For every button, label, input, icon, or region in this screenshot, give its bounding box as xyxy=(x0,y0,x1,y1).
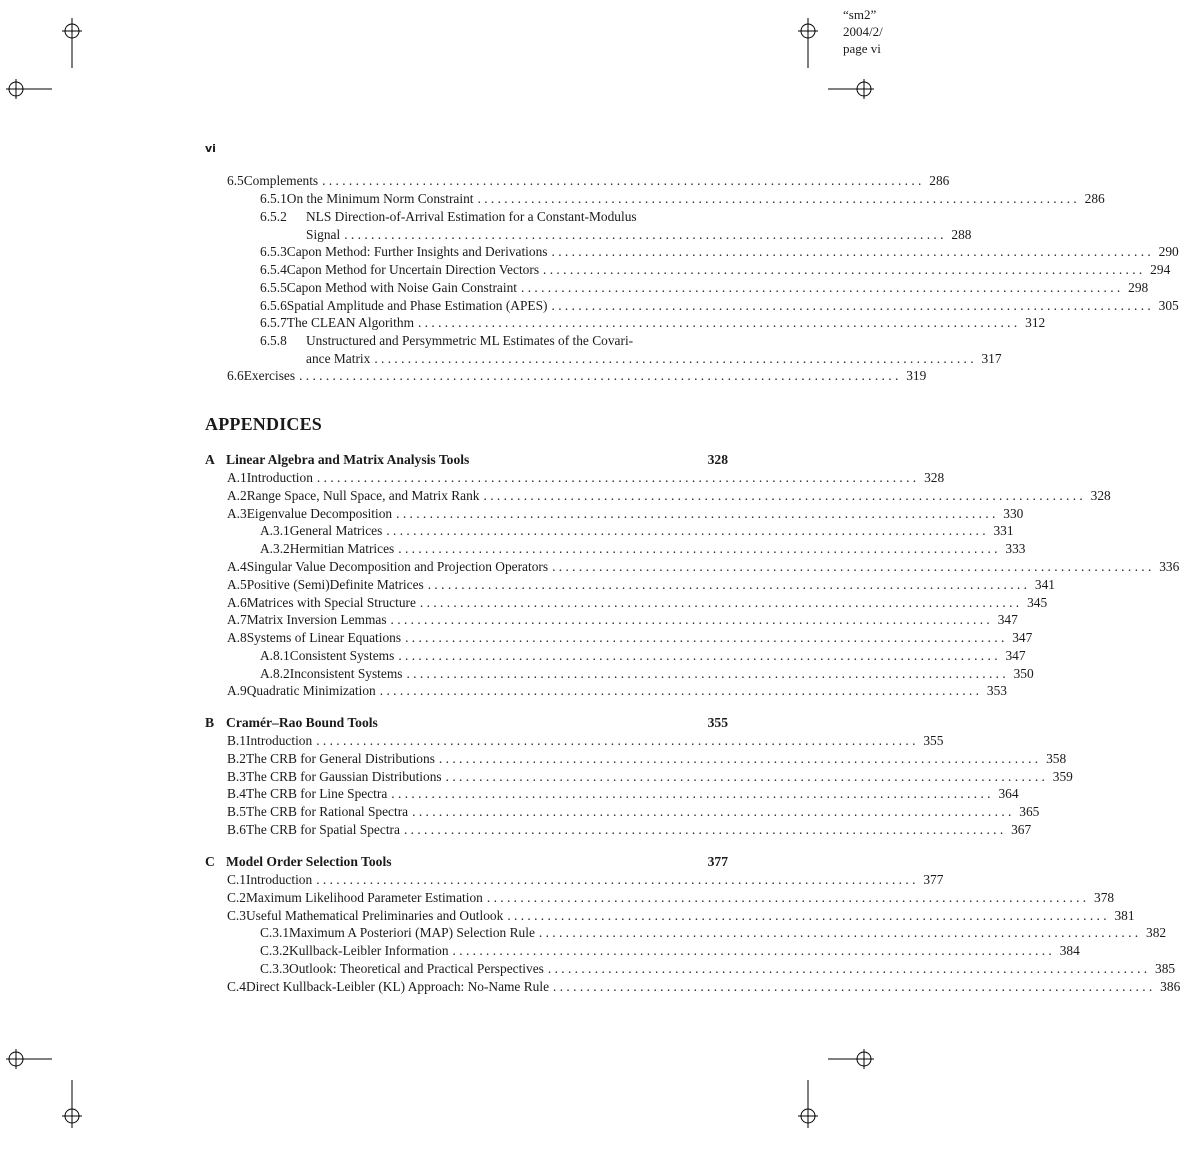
toc-entry[interactable] xyxy=(227,768,1073,785)
toc-entry-title: Hermitian Matrices xyxy=(289,541,395,556)
dot-leader: . . . . . . . . . . . . . . . . . . . . . . . . . . . . . . . . . . . . . . . . . . . . . . . . . . . . . . . . . . . . . . . . . . . . . . . . . . . . . . . . . . . . . . . . . . xyxy=(391,786,991,801)
toc-entry-page: 350 xyxy=(1013,666,1034,681)
toc-entry-title: Matrices with Special Structure xyxy=(246,595,416,610)
toc-entry-page: 345 xyxy=(1027,595,1048,610)
toc-entry-title: The CRB for Rational Spectra xyxy=(245,804,409,819)
toc-entry-title-continuation: ance Matrix xyxy=(306,351,371,366)
toc-entry[interactable] xyxy=(227,469,945,486)
toc-entry-title: Quadratic Minimization xyxy=(246,683,376,698)
appendix-c-heading[interactable] xyxy=(205,853,728,870)
toc-entry-page: 353 xyxy=(986,683,1007,698)
toc-entry-number: A.3.1 xyxy=(260,523,290,538)
dot-leader: . . . . . . . . . . . . . . . . . . . . . . . . . . . . . . . . . . . . . . . . . . . . . . . . . . . . . . . . . . . . . . . . . . . . . . . . . . . . . . . . . . . . . . . . . . xyxy=(379,683,979,698)
toc-entry-number: A.9 xyxy=(227,683,247,698)
toc-entry-number: 6.5 xyxy=(227,173,244,188)
toc-entry-page: 331 xyxy=(993,523,1014,538)
toc-entry[interactable] xyxy=(227,576,1055,593)
dot-leader: . . . . . . . . . . . . . . . . . . . . . . . . . . . . . . . . . . . . . . . . . . . . . . . . . . . . . . . . . . . . . . . . . . . . . . . . . . . . . . . . . . . . . . . . . . xyxy=(299,368,899,383)
toc-entry[interactable] xyxy=(227,785,1019,802)
toc-entry-title: Range Space, Null Space, and Matrix Rank xyxy=(246,488,480,503)
dot-leader: . . . . . . . . . . . . . . . . . . . . . . . . . . . . . . . . . . . . . . . . . . . . . . . . . . . . . . . . . . . . . . . . . . . . . . . . . . . . . . . . . . . . . . . . . . xyxy=(417,315,1018,330)
dot-leader: . . . . . . . . . . . . . . . . . . . . . . . . . . . . . . . . . . . . . . . . . . . . . . . . . . . . . . . . . . . . . . . . . . . . . . . . . . . . . . . . . . . . . . . . . . xyxy=(427,577,1027,592)
toc-entry-continuation[interactable] xyxy=(306,350,1002,367)
toc-entry[interactable] xyxy=(260,208,728,225)
toc-entry-title: The CRB for General Distributions xyxy=(245,751,435,766)
toc-entry-number: 6.5.5 xyxy=(260,280,287,295)
appendix-page: 355 xyxy=(707,715,728,730)
toc-entry-page: 294 xyxy=(1150,262,1171,277)
toc-entry-title: Capon Method with Noise Gain Constraint xyxy=(286,280,518,295)
toc-entry[interactable] xyxy=(227,558,1180,575)
toc-entry-title: Capon Method for Uncertain Direction Vectors xyxy=(286,262,540,277)
toc-entry-page: 347 xyxy=(1005,648,1026,663)
toc-entry[interactable] xyxy=(260,942,1080,959)
toc-entry-number: A.1 xyxy=(227,470,247,485)
dot-leader: . . . . . . . . . . . . . . . . . . . . . . . . . . . . . . . . . . . . . . . . . . . . . . . . . . . . . . . . . . . . . . . . . . . . . . . . . . . . . . . . . . . . . . . . . . xyxy=(412,804,1012,819)
toc-entry[interactable] xyxy=(227,978,1180,995)
toc-entry-page: 382 xyxy=(1146,925,1167,940)
toc-entry[interactable] xyxy=(227,907,1135,924)
appendix-a-heading[interactable] xyxy=(205,451,728,468)
toc-entry[interactable] xyxy=(260,540,1026,557)
toc-entry-page: 347 xyxy=(1012,630,1033,645)
toc-entry[interactable] xyxy=(260,297,1179,314)
appendix-page: 377 xyxy=(707,854,728,869)
toc-entry-number: B.2 xyxy=(227,751,246,766)
toc-entry[interactable] xyxy=(227,871,944,888)
toc-entry-title: Positive (Semi)Definite Matrices xyxy=(246,577,424,592)
toc-entry[interactable] xyxy=(260,665,1034,682)
toc-entry-title: The CRB for Gaussian Distributions xyxy=(245,769,442,784)
toc-entry-number: A.8.2 xyxy=(260,666,290,681)
toc-entry-number: B.4 xyxy=(227,786,246,801)
toc-entry-page: 319 xyxy=(906,368,927,383)
appendix-title: Model Order Selection Tools xyxy=(226,854,392,869)
toc-entry-number: A.6 xyxy=(227,595,247,610)
toc-entry[interactable] xyxy=(260,960,1176,977)
dot-leader: . . . . . . . . . . . . . . . . . . . . . . . . . . . . . . . . . . . . . . . . . . . . . . . . . . . . . . . . . . . . . . . . . . . . . . . . . . . . . . . . . . . . . . . . . . xyxy=(521,280,1121,295)
appendix-b-heading[interactable] xyxy=(205,714,728,731)
toc-entry-title: Complements xyxy=(243,173,319,188)
toc-entry-title: Direct Kullback-Leibler (KL) Approach: No-Name Rule xyxy=(245,979,550,994)
dot-leader: . . . . . . . . . . . . . . . . . . . . . . . . . . . . . . . . . . . . . . . . . . . . . . . . . . . . . . . . . . . . . . . . . . . . . . . . . . . . . . . . . . . . . . . . . . xyxy=(386,523,986,538)
toc-entry-number: A.8 xyxy=(227,630,247,645)
toc-entry-continuation[interactable] xyxy=(306,226,972,243)
toc-entry-page: 336 xyxy=(1159,559,1180,574)
toc-entry[interactable] xyxy=(260,190,1105,207)
toc-entry-page: 386 xyxy=(1160,979,1180,994)
toc-entry-number: B.5 xyxy=(227,804,246,819)
dot-leader: . . . . . . . . . . . . . . . . . . . . . . . . . . . . . . . . . . . . . . . . . . . . . . . . . . . . . . . . . . . . . . . . . . . . . . . . . . . . . . . . . . . . . . . . . . xyxy=(396,506,996,521)
toc-entry-title: Introduction xyxy=(245,733,313,748)
toc-entry-number: C.1 xyxy=(227,872,246,887)
toc-entry-page: 328 xyxy=(1090,488,1111,503)
toc-entry-title: Introduction xyxy=(246,470,313,485)
toc-entry-number: B.3 xyxy=(227,769,246,784)
toc-entry[interactable] xyxy=(227,629,1033,646)
toc-entry-number: A.4 xyxy=(227,559,247,574)
dot-leader: . . . . . . . . . . . . . . . . . . . . . . . . . . . . . . . . . . . . . . . . . . . . . . . . . . . . . . . . . . . . . . . . . . . . . . . . . . . . . . . . . . . . . . . . . . xyxy=(438,751,1039,766)
toc-entry-title: Maximum A Posteriori (MAP) Selection Rule xyxy=(289,925,535,940)
toc-entry-page: 347 xyxy=(997,612,1018,627)
appendix-letter: C xyxy=(205,854,215,869)
toc-entry-page: 359 xyxy=(1052,769,1073,784)
toc-entry[interactable] xyxy=(227,889,1115,906)
dot-leader: . . . . . . . . . . . . . . . . . . . . . . . . . . . . . . . . . . . . . . . . . . . . . . . . . . . . . . . . . . . . . . . . . . . . . . . . . . . . . . . . . . . . . . . . . . xyxy=(419,595,1020,610)
toc-entry[interactable] xyxy=(260,647,1026,664)
toc-entry-page: 385 xyxy=(1155,961,1176,976)
dot-leader: . . . . . . . . . . . . . . . . . . . . . . . . . . . . . . . . . . . . . . . . . . . . . . . . . . . . . . . . . . . . . . . . . . . . . . . . . . . . . . . . . . . . . . . . . . xyxy=(543,262,1143,277)
toc-entry-number: C.3.2 xyxy=(260,943,290,958)
toc-entry-number: A.3 xyxy=(227,506,247,521)
toc-entry-title: The CRB for Line Spectra xyxy=(245,786,388,801)
toc-entry-title: Useful Mathematical Preliminaries and Outlook xyxy=(245,908,504,923)
page-folio: vi xyxy=(205,142,216,155)
toc-entry-title: Exercises xyxy=(243,368,296,383)
toc-entry-title: Systems of Linear Equations xyxy=(246,630,402,645)
toc-entry-number: C.4 xyxy=(227,979,246,994)
dot-leader: . . . . . . . . . . . . . . . . . . . . . . . . . . . . . . . . . . . . . . . . . . . . . . . . . . . . . . . . . . . . . . . . . . . . . . . . . . . . . . . . . . . . . . . . . . xyxy=(445,769,1045,784)
toc-entry[interactable] xyxy=(227,487,1111,504)
dot-leader: . . . . . . . . . . . . . . . . . . . . . . . . . . . . . . . . . . . . . . . . . . . . . . . . . . . . . . . . . . . . . . . . . . . . . . . . . . . . . . . . . . . . . . . . . . xyxy=(316,733,916,748)
toc-entry[interactable] xyxy=(227,732,944,749)
toc-entry-number: 6.5.6 xyxy=(260,298,287,313)
toc-entry-title: Kullback-Leibler Information xyxy=(289,943,449,958)
toc-entry-number: 6.5.4 xyxy=(260,262,287,277)
toc-entry-title: Consistent Systems xyxy=(289,648,395,663)
dot-leader: . . . . . . . . . . . . . . . . . . . . . . . . . . . . . . . . . . . . . . . . . . . . . . . . . . . . . . . . . . . . . . . . . . . . . . . . . . . . . . . . . . . . . . . . . . xyxy=(547,961,1148,976)
toc-entry[interactable] xyxy=(260,924,1167,941)
toc-entry-page: 333 xyxy=(1005,541,1026,556)
toc-entry-number: C.3.3 xyxy=(260,961,290,976)
dot-leader: . . . . . . . . . . . . . . . . . . . . . . . . . . . . . . . . . . . . . . . . . . . . . . . . . . . . . . . . . . . . . . . . . . . . . . . . . . . . . . . . . . . . . . . . . . xyxy=(483,488,1083,503)
toc-entry[interactable] xyxy=(227,367,927,384)
toc-entry-page: 330 xyxy=(1003,506,1024,521)
dot-leader: . . . . . . . . . . . . . . . . . . . . . . . . . . . . . . . . . . . . . . . . . . . . . . . . . . . . . . . . . . . . . . . . . . . . . . . . . . . . . . . . . . . . . . . . . . xyxy=(551,298,1151,313)
header-note: “sm2” 2004/2/ page vi xyxy=(843,7,883,56)
toc-entry-title: Spatial Amplitude and Phase Estimation (APES) xyxy=(286,298,548,313)
toc-entry[interactable] xyxy=(227,682,1007,699)
appendix-letter: A xyxy=(205,452,215,467)
toc-entry-title: The CRB for Spatial Spectra xyxy=(245,822,400,837)
toc-entry-page: 328 xyxy=(924,470,945,485)
dot-leader: . . . . . . . . . . . . . . . . . . . . . . . . . . . . . . . . . . . . . . . . . . . . . . . . . . . . . . . . . . . . . . . . . . . . . . . . . . . . . . . . . . . . . . . . . . xyxy=(507,908,1107,923)
toc-entry-page: 290 xyxy=(1158,244,1179,259)
toc-entry[interactable] xyxy=(227,803,1040,820)
toc-entry-number: A.2 xyxy=(227,488,247,503)
toc-entry[interactable] xyxy=(227,611,1018,628)
toc-entry-page: 377 xyxy=(923,872,944,887)
toc-entry-page: 355 xyxy=(923,733,944,748)
toc-entry-number: A.7 xyxy=(227,612,247,627)
toc-entry-title: Matrix Inversion Lemmas xyxy=(246,612,387,627)
toc-entry-title: Singular Value Decomposition and Projection Operators xyxy=(246,559,549,574)
toc-entry-title: On the Minimum Norm Constraint xyxy=(286,191,474,206)
toc-entry[interactable] xyxy=(260,243,1179,260)
dot-leader: . . . . . . . . . . . . . . . . . . . . . . . . . . . . . . . . . . . . . . . . . . . . . . . . . . . . . . . . . . . . . . . . . . . . . . . . . . . . . . . . . . . . . . . . . . xyxy=(553,979,1153,994)
toc-entry[interactable] xyxy=(260,279,1149,296)
toc-entry[interactable] xyxy=(227,821,1032,838)
toc-entry-page: 286 xyxy=(1084,191,1105,206)
dot-leader: . . . . . . . . . . . . . . . . . . . . . . . . . . . . . . . . . . . . . . . . . . . . . . . . . . . . . . . . . . . . . . . . . . . . . . . . . . . . . . . . . . . . . . . . . . xyxy=(344,227,944,242)
toc-entry[interactable] xyxy=(260,332,728,349)
toc-entry-page: 312 xyxy=(1025,315,1046,330)
toc-entry-page: 288 xyxy=(951,227,972,242)
dot-leader: . . . . . . . . . . . . . . . . . . . . . . . . . . . . . . . . . . . . . . . . . . . . . . . . . . . . . . . . . . . . . . . . . . . . . . . . . . . . . . . . . . . . . . . . . . xyxy=(316,470,917,485)
toc-entry-number: 6.5.3 xyxy=(260,244,287,259)
dot-leader: . . . . . . . . . . . . . . . . . . . . . . . . . . . . . . . . . . . . . . . . . . . . . . . . . . . . . . . . . . . . . . . . . . . . . . . . . . . . . . . . . . . . . . . . . . xyxy=(538,925,1139,940)
toc-entry-number: 6.5.7 xyxy=(260,315,287,330)
toc-entry-title: NLS Direction-of-Arrival Estimation for a Constant-Modulus xyxy=(306,209,637,224)
toc-entry-number: 6.5.1 xyxy=(260,191,287,206)
toc-entry[interactable] xyxy=(227,750,1067,767)
dot-leader: . . . . . . . . . . . . . . . . . . . . . . . . . . . . . . . . . . . . . . . . . . . . . . . . . . . . . . . . . . . . . . . . . . . . . . . . . . . . . . . . . . . . . . . . . . xyxy=(551,244,1151,259)
toc-entry-page: 317 xyxy=(981,351,1002,366)
toc-entry-title: Capon Method: Further Insights and Derivations xyxy=(286,244,548,259)
toc-entry-page: 378 xyxy=(1094,890,1115,905)
toc-entry-page: 384 xyxy=(1059,943,1080,958)
dot-leader: . . . . . . . . . . . . . . . . . . . . . . . . . . . . . . . . . . . . . . . . . . . . . . . . . . . . . . . . . . . . . . . . . . . . . . . . . . . . . . . . . . . . . . . . . . xyxy=(316,872,916,887)
dot-leader: . . . . . . . . . . . . . . . . . . . . . . . . . . . . . . . . . . . . . . . . . . . . . . . . . . . . . . . . . . . . . . . . . . . . . . . . . . . . . . . . . . . . . . . . . . xyxy=(552,559,1152,574)
dot-leader: . . . . . . . . . . . . . . . . . . . . . . . . . . . . . . . . . . . . . . . . . . . . . . . . . . . . . . . . . . . . . . . . . . . . . . . . . . . . . . . . . . . . . . . . . . xyxy=(398,648,998,663)
dot-leader: . . . . . . . . . . . . . . . . . . . . . . . . . . . . . . . . . . . . . . . . . . . . . . . . . . . . . . . . . . . . . . . . . . . . . . . . . . . . . . . . . . . . . . . . . . xyxy=(406,666,1006,681)
dot-leader: . . . . . . . . . . . . . . . . . . . . . . . . . . . . . . . . . . . . . . . . . . . . . . . . . . . . . . . . . . . . . . . . . . . . . . . . . . . . . . . . . . . . . . . . . . xyxy=(452,943,1052,958)
appendix-title: Cramér–Rao Bound Tools xyxy=(226,715,378,730)
toc-entry[interactable] xyxy=(260,314,1046,331)
toc-entry-page: 381 xyxy=(1114,908,1135,923)
dot-leader: . . . . . . . . . . . . . . . . . . . . . . . . . . . . . . . . . . . . . . . . . . . . . . . . . . . . . . . . . . . . . . . . . . . . . . . . . . . . . . . . . . . . . . . . . . xyxy=(486,890,1087,905)
toc-entry-title: Inconsistent Systems xyxy=(289,666,403,681)
dot-leader: . . . . . . . . . . . . . . . . . . . . . . . . . . . . . . . . . . . . . . . . . . . . . . . . . . . . . . . . . . . . . . . . . . . . . . . . . . . . . . . . . . . . . . . . . . xyxy=(322,173,922,188)
toc-entry[interactable] xyxy=(260,261,1171,278)
toc-entry-number: 6.6 xyxy=(227,368,244,383)
toc-entry-title: Maximum Likelihood Parameter Estimation xyxy=(245,890,483,905)
toc-entry[interactable] xyxy=(227,594,1048,611)
appendix-letter: B xyxy=(205,715,215,730)
toc-entry-title: Unstructured and Persymmetric ML Estimates of the Covari- xyxy=(306,333,634,348)
toc-entry-number: C.2 xyxy=(227,890,246,905)
dot-leader: . . . . . . . . . . . . . . . . . . . . . . . . . . . . . . . . . . . . . . . . . . . . . . . . . . . . . . . . . . . . . . . . . . . . . . . . . . . . . . . . . . . . . . . . . . xyxy=(398,541,998,556)
toc-entry-number: A.5 xyxy=(227,577,247,592)
toc-entry-title: Introduction xyxy=(245,872,313,887)
appendix-title: Linear Algebra and Matrix Analysis Tools xyxy=(226,452,470,467)
toc-entry-title: The CLEAN Algorithm xyxy=(286,315,414,330)
toc-entry-title: General Matrices xyxy=(289,523,383,538)
toc-entry-title: Outlook: Theoretical and Practical Perspectives xyxy=(289,961,544,976)
toc-entry[interactable] xyxy=(227,172,950,189)
dot-leader: . . . . . . . . . . . . . . . . . . . . . . . . . . . . . . . . . . . . . . . . . . . . . . . . . . . . . . . . . . . . . . . . . . . . . . . . . . . . . . . . . . . . . . . . . . xyxy=(477,191,1077,206)
toc-entry-page: 358 xyxy=(1046,751,1067,766)
toc-entry-number: C.3 xyxy=(227,908,246,923)
toc-entry-page: 367 xyxy=(1011,822,1032,837)
toc-entry-number: 6.5.2 xyxy=(260,209,287,224)
toc-entry-number: B.1 xyxy=(227,733,246,748)
toc-entry-page: 298 xyxy=(1128,280,1149,295)
appendix-page: 328 xyxy=(707,452,728,467)
toc-entry-title-continuation: Signal xyxy=(306,227,341,242)
dot-leader: . . . . . . . . . . . . . . . . . . . . . . . . . . . . . . . . . . . . . . . . . . . . . . . . . . . . . . . . . . . . . . . . . . . . . . . . . . . . . . . . . . . . . . . . . . xyxy=(374,351,974,366)
toc-entry-page: 305 xyxy=(1158,298,1179,313)
toc-entry-number: C.3.1 xyxy=(260,925,290,940)
dot-leader: . . . . . . . . . . . . . . . . . . . . . . . . . . . . . . . . . . . . . . . . . . . . . . . . . . . . . . . . . . . . . . . . . . . . . . . . . . . . . . . . . . . . . . . . . . xyxy=(405,630,1005,645)
toc-entry-number: B.6 xyxy=(227,822,246,837)
toc-entry-title: Eigenvalue Decomposition xyxy=(246,506,393,521)
toc-entry-number: 6.5.8 xyxy=(260,333,287,348)
toc-entry-page: 364 xyxy=(998,786,1019,801)
toc-entry-number: A.8.1 xyxy=(260,648,290,663)
toc-entry-page: 365 xyxy=(1019,804,1040,819)
dot-leader: . . . . . . . . . . . . . . . . . . . . . . . . . . . . . . . . . . . . . . . . . . . . . . . . . . . . . . . . . . . . . . . . . . . . . . . . . . . . . . . . . . . . . . . . . . xyxy=(390,612,990,627)
toc-entry[interactable] xyxy=(260,522,1014,539)
appendices-heading: APPENDICES xyxy=(205,414,323,434)
toc-entry-page: 341 xyxy=(1034,577,1055,592)
toc-entry-number: A.3.2 xyxy=(260,541,290,556)
toc-entry[interactable] xyxy=(227,505,1024,522)
dot-leader: . . . . . . . . . . . . . . . . . . . . . . . . . . . . . . . . . . . . . . . . . . . . . . . . . . . . . . . . . . . . . . . . . . . . . . . . . . . . . . . . . . . . . . . . . . xyxy=(403,822,1004,837)
toc-entry-page: 286 xyxy=(929,173,950,188)
